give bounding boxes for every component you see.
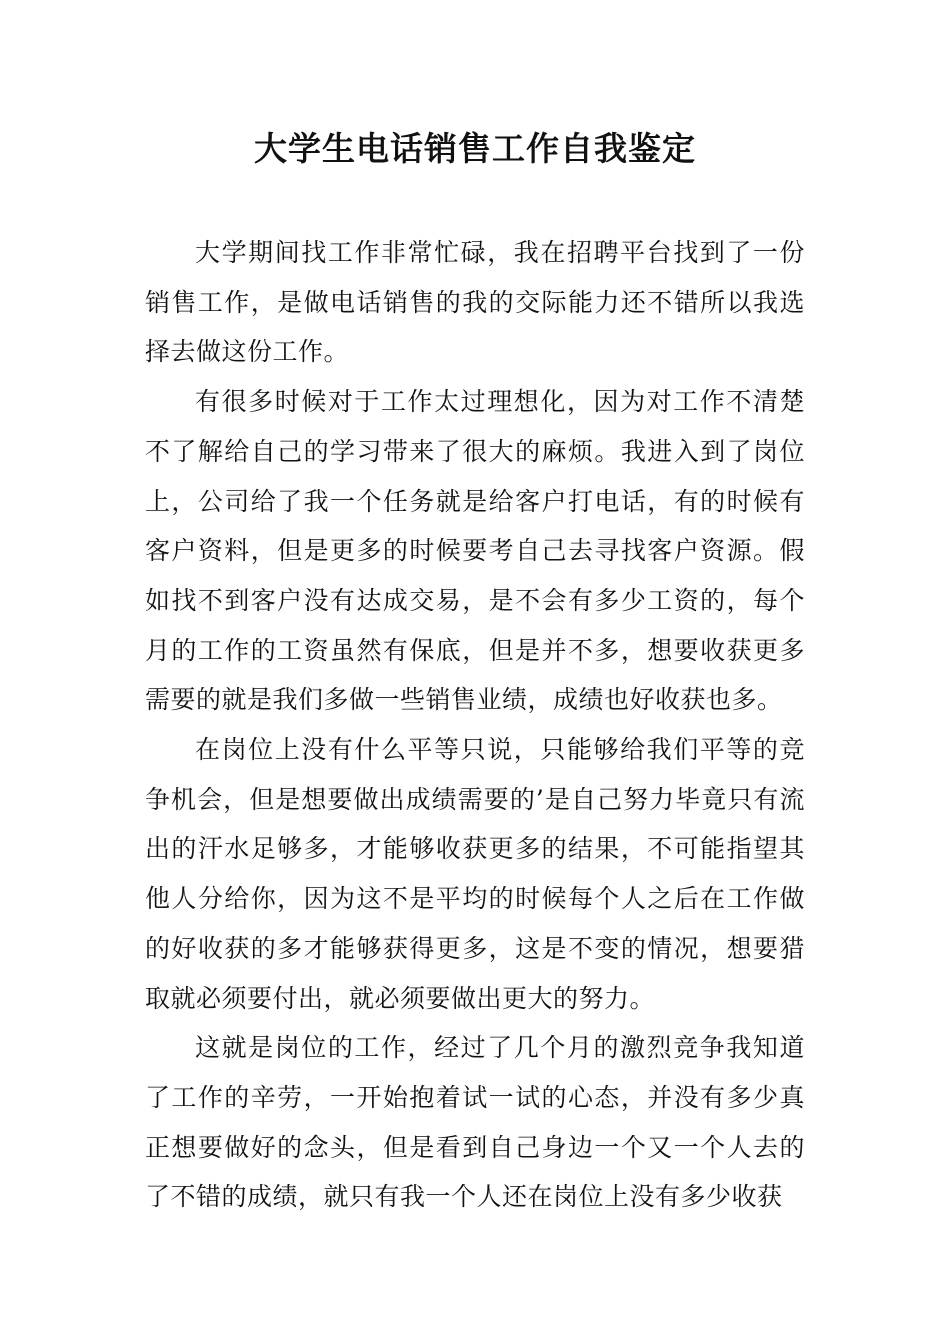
paragraph-2: 有很多时候对于工作太过理想化，因为对工作不清楚不了解给自己的学习带来了很大的麻烦。我进入到了岗位上，公司给了我一个任务就是给客户打电话，有的时候有客户资料，但是更多的时候要考自己去寻找客户资源。假如找不到客户没有达成交易，是不会有多少工资的，每个月的工作的工资虽然有保底，但是并不多，想要收获更多需要的就是我们多做一些销售业绩，成绩也好收获也多。 xyxy=(145,387,805,715)
paragraph-1: 大学期间找工作非常忙碌，我在招聘平台找到了一份销售工作，是做电话销售的我的交际能力还不错所以我选择去做这份工作。 xyxy=(145,238,805,367)
document-title: 大学生电话销售工作自我鉴定 xyxy=(254,129,696,168)
paragraph-4: 这就是岗位的工作，经过了几个月的激烈竞争我知道了工作的辛劳，一开始抱着试一试的心态，并没有多少真正想要做好的念头，但是看到自己身边一个又一个人去的了不错的成绩，就只有我一个人还在岗位上没有多少收获 xyxy=(145,1033,805,1212)
paragraph-3: 在岗位上没有什么平等只说，只能够给我们平等的竞争机会，但是想要做出成绩需要的’是自己努力毕竟只有流出的汗水足够多，才能够收获更多的结果，不可能指望其他人分给你，因为这不是平均的时候每个人之后在工作做的好收获的多才能够获得更多，这是不变的情况，想要猎取就必须要付出，就必须要做出更大的努力。 xyxy=(145,735,805,1013)
document-body xyxy=(145,228,805,1222)
